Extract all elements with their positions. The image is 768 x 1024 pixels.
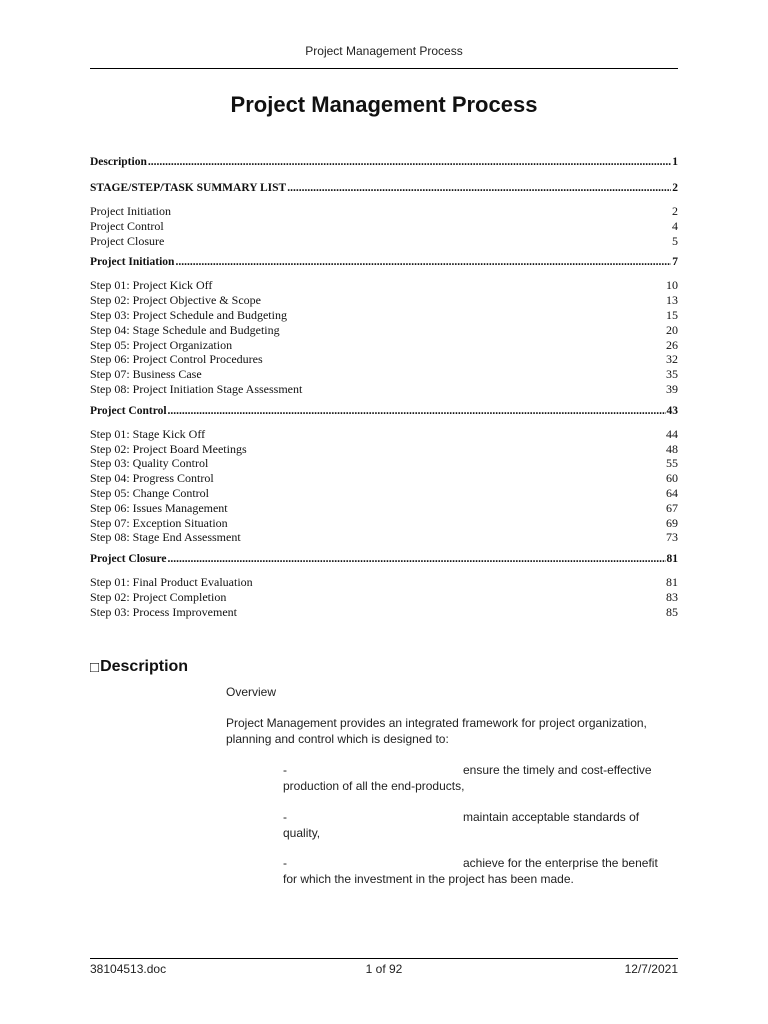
toc-summary-list [90,204,678,248]
toc-page: 2 [672,182,678,194]
toc-item-label: Step 03: Quality Control [90,456,209,471]
toc-item-label: Step 02: Project Objective & Scope [90,293,261,308]
bullet-line-1: ensure the timely and cost-effective [463,763,652,777]
bullet-line-2: quality, [283,826,321,840]
toc-item-label: Step 05: Change Control [90,485,209,500]
overview-label: Overview [226,685,277,699]
toc-item-page: 10 [666,278,678,293]
toc-page: 81 [666,553,678,566]
intro-line-1: Project Management provides an integrated framework for project organization, [226,716,647,730]
toc-item[interactable] [90,501,678,516]
toc-item-page: 64 [666,485,678,500]
toc-item-page: 32 [666,352,678,367]
toc-item[interactable] [90,219,678,234]
toc-item[interactable] [90,471,678,486]
toc-item-label: Step 04: Stage Schedule and Budgeting [90,322,280,337]
table-of-contents [90,156,678,620]
toc-leader [168,553,666,565]
toc-item-label: Project Initiation [90,204,171,218]
toc-label: Description [90,156,147,168]
toc-item[interactable] [90,204,678,219]
toc-label: STAGE/STEP/TASK SUMMARY LIST [90,182,287,194]
toc-closure-list [90,575,678,619]
toc-item-page: 55 [666,456,678,471]
toc-item-page: 39 [666,381,678,396]
toc-item-label: Step 01: Stage Kick Off [90,426,206,441]
toc-item[interactable] [90,530,678,545]
toc-item-page: 67 [666,500,678,515]
toc-entry-summary[interactable] [90,182,678,200]
bullet-item [283,762,673,794]
toc-item-label: Step 03: Process Improvement [90,604,237,619]
toc-item[interactable] [90,352,678,367]
toc-item-page: 83 [666,589,678,604]
toc-item-label: Step 06: Project Control Procedures [90,352,263,367]
toc-item[interactable] [90,308,678,323]
toc-page: 1 [672,156,678,168]
intro-line-2: planning and control which is designed to: [226,732,449,746]
bullet-line-1: maintain acceptable standards of [463,810,640,824]
toc-item-page: 73 [666,530,678,545]
toc-item[interactable] [90,234,678,249]
toc-entry-control[interactable] [90,405,678,423]
toc-item-page: 44 [666,426,678,441]
toc-item-page: 15 [666,307,678,322]
footer-filename: 38104513.doc [90,962,167,976]
toc-item[interactable] [90,293,678,308]
toc-item[interactable] [90,382,678,397]
toc-item-label: Step 03: Project Schedule and Budgeting [90,307,287,322]
toc-item[interactable] [90,427,678,442]
page-header: Project Management Process [305,44,463,58]
toc-item[interactable] [90,442,678,457]
toc-item-label: Step 08: Project Initiation Stage Assessment [90,381,303,396]
toc-item-label: Step 07: Business Case [90,367,202,382]
toc-entry-closure[interactable] [90,553,678,571]
toc-label: Project Control [90,404,167,417]
bullet-line-1: achieve for the enterprise the benefit [463,856,658,870]
toc-item-label: Step 06: Issues Management [90,500,228,515]
section-heading-text: Description [100,658,189,675]
bullet-line-2: production of all the end-products, [283,779,465,793]
toc-item-page: 2 [672,204,678,218]
bullet-dash: - [283,856,287,870]
toc-item-page: 13 [666,293,678,308]
footer-page-number: 1 of 92 [365,962,403,976]
toc-item-label: Step 02: Project Completion [90,589,227,604]
toc-entry-description[interactable] [90,156,678,174]
toc-item-label: Step 01: Project Kick Off [90,278,213,293]
toc-item-page: 69 [666,515,678,530]
toc-item-page: 4 [672,218,678,233]
toc-item-page: 85 [666,604,678,619]
bullet-dash: - [283,763,287,777]
toc-item-page: 5 [672,233,678,248]
toc-item-label: Step 04: Progress Control [90,471,214,486]
toc-item-label: Step 08: Stage End Assessment [90,530,241,545]
bullet-line-2: for which the investment in the project has been made. [283,872,574,886]
toc-item-label: Project Closure [90,233,165,248]
toc-page: 7 [672,256,678,269]
toc-leader [175,256,671,268]
toc-item[interactable] [90,323,678,338]
toc-item[interactable] [90,367,678,382]
toc-item-page: 81 [666,575,678,590]
toc-control-list [90,427,678,545]
toc-item[interactable] [90,575,678,590]
footer-date: 12/7/2021 [624,962,678,976]
toc-leader [287,182,671,194]
toc-item-label: Step 02: Project Board Meetings [90,441,247,456]
toc-item-page: 20 [666,322,678,337]
toc-item[interactable] [90,486,678,501]
bullet-item [283,809,673,841]
checkbox-glyph-icon: □ [90,658,100,676]
toc-item-label: Step 05: Project Organization [90,337,233,352]
toc-leader [148,156,671,168]
toc-item[interactable] [90,338,678,353]
bullet-item [283,855,673,887]
toc-initiation-list [90,278,678,396]
toc-item[interactable] [90,516,678,531]
toc-label: Project Closure [90,553,167,566]
toc-item[interactable] [90,456,678,471]
toc-item-page: 60 [666,471,678,486]
toc-item-label: Step 01: Final Product Evaluation [90,575,253,590]
footer-divider [90,958,678,959]
section-heading-description [90,658,188,676]
bullet-dash: - [283,810,287,824]
toc-item-page: 48 [666,441,678,456]
document-title: Project Management Process [230,92,538,117]
toc-page: 43 [666,404,678,417]
toc-item-page: 26 [666,337,678,352]
toc-label: Project Initiation [90,256,175,269]
toc-item[interactable] [90,590,678,605]
page-footer [90,962,678,978]
toc-entry-initiation[interactable] [90,256,678,274]
toc-item-label: Step 07: Exception Situation [90,515,228,530]
toc-item[interactable] [90,278,678,293]
toc-leader [168,405,666,417]
toc-item-page: 35 [666,367,678,382]
toc-item-label: Project Control [90,218,164,233]
header-divider [90,68,678,69]
toc-item[interactable] [90,605,678,620]
